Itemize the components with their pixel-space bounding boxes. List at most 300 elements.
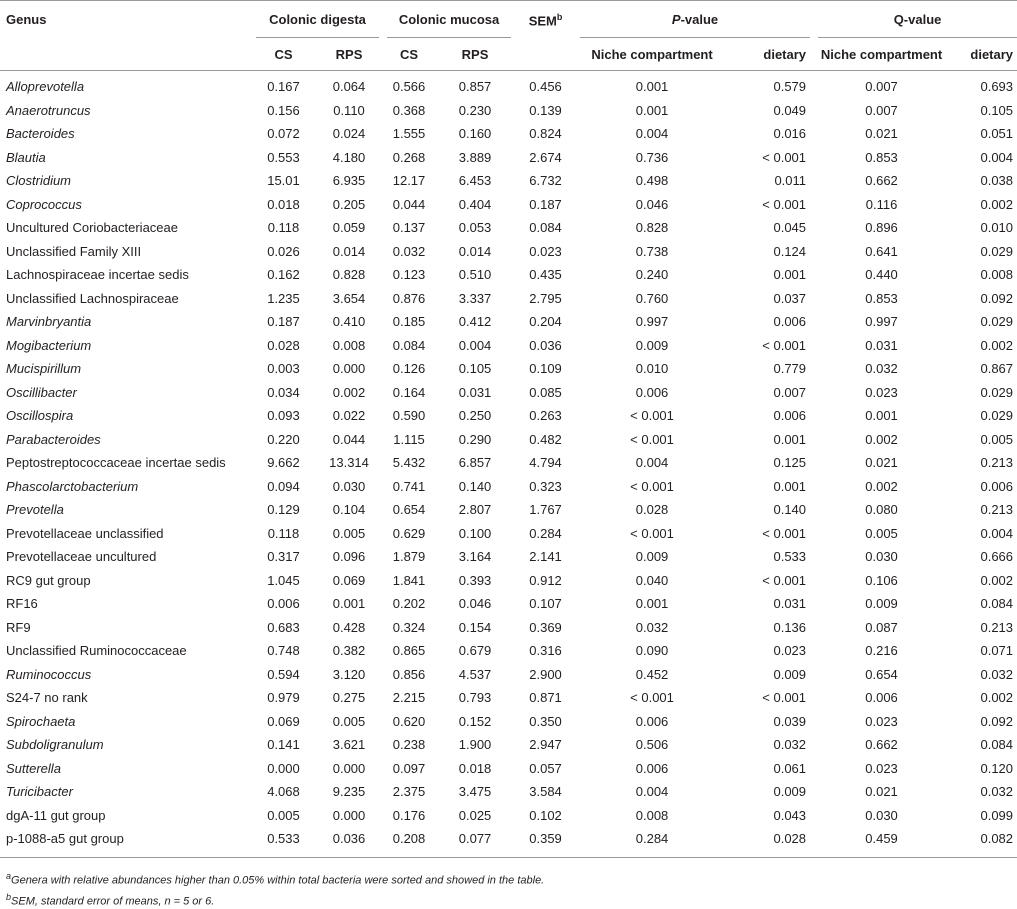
rps-digesta-cell: 6.935 xyxy=(332,173,366,189)
p-dietary-cell: < 0.001 xyxy=(762,149,807,165)
table-row xyxy=(0,522,1017,546)
q-dietary-cell: 0.084 xyxy=(980,596,1014,612)
rps-digesta-cell: 0.030 xyxy=(332,478,366,494)
rps-mucosa-cell: 6.857 xyxy=(458,455,492,471)
p-dietary-cell: 0.061 xyxy=(773,760,807,776)
cs-mucosa-cell: 0.123 xyxy=(392,267,426,283)
rps-mucosa-cell: 0.018 xyxy=(458,760,492,776)
q-niche-cell: 0.021 xyxy=(865,784,898,800)
q-niche-cell: 0.853 xyxy=(865,149,898,165)
p-dietary-cell: 0.140 xyxy=(773,502,807,518)
table-row xyxy=(0,240,1017,264)
cs-mucosa-cell: 0.137 xyxy=(392,220,426,236)
table-row xyxy=(0,780,1017,804)
rps-digesta-cell: 0.410 xyxy=(332,314,366,330)
cs-mucosa-cell: 0.590 xyxy=(392,408,426,424)
q-niche-cell: 0.106 xyxy=(865,572,898,588)
sem-cell: 0.824 xyxy=(529,126,562,142)
footnote-a: $^a$Genera with relative abundances higher than 0.05% within total bacteria were sorted and showed in the table. xyxy=(6,871,545,887)
table-row xyxy=(0,639,1017,663)
rps-mucosa-header: RPS xyxy=(435,38,515,71)
rps-mucosa-cell: 0.793 xyxy=(458,690,492,706)
rps-mucosa-cell: 0.014 xyxy=(458,243,492,259)
table-row xyxy=(0,122,1017,146)
genus-cell: Prevotellaceae uncultured xyxy=(6,549,157,565)
cs-mucosa-cell: 0.268 xyxy=(392,149,426,165)
rps-digesta-cell: 0.005 xyxy=(332,525,366,541)
rps-digesta-cell: 0.002 xyxy=(332,384,366,400)
rps-digesta-cell: 0.205 xyxy=(332,196,366,212)
sem-cell: 0.109 xyxy=(529,361,562,377)
p-value-header: P-value xyxy=(580,2,810,38)
rps-mucosa-cell: 0.140 xyxy=(458,478,492,494)
cs-digesta-cell: 0.553 xyxy=(267,149,300,165)
p-dietary-cell: 0.016 xyxy=(773,126,807,142)
q-niche-header: Niche compartment xyxy=(814,38,949,71)
p-dietary-cell: 0.028 xyxy=(728,827,814,857)
sem-cell: 2.141 xyxy=(529,549,562,565)
q-dietary-cell: 0.693 xyxy=(980,79,1014,95)
cs-mucosa-cell: 0.741 xyxy=(392,478,426,494)
sem-cell: 0.369 xyxy=(529,619,562,635)
sem-cell: 0.456 xyxy=(529,79,562,95)
sem-cell: 0.204 xyxy=(529,314,562,330)
colonic-digesta-header: Colonic digesta xyxy=(256,2,379,38)
cs-mucosa-cell: 2.215 xyxy=(392,690,426,706)
rps-digesta-cell: 4.180 xyxy=(332,149,366,165)
rps-digesta-cell: 0.059 xyxy=(332,220,366,236)
q-niche-cell: 0.009 xyxy=(865,596,898,612)
cs-mucosa-cell: 0.865 xyxy=(392,643,426,659)
q-niche-cell: 0.001 xyxy=(865,408,898,424)
rps-mucosa-cell: 0.004 xyxy=(458,337,492,353)
q-niche-cell: 0.023 xyxy=(865,760,898,776)
cs-digesta-cell: 15.01 xyxy=(267,173,300,189)
rps-digesta-cell: 0.001 xyxy=(332,596,366,612)
cs-digesta-cell: 0.317 xyxy=(267,549,300,565)
q-niche-cell: 0.662 xyxy=(865,737,898,753)
rps-digesta-cell: 0.008 xyxy=(332,337,366,353)
table-row xyxy=(0,310,1017,334)
p-dietary-cell: 0.006 xyxy=(773,408,807,424)
table-row xyxy=(0,404,1017,428)
q-dietary-cell: 0.029 xyxy=(980,408,1014,424)
q-dietary-cell: 0.002 xyxy=(980,196,1014,212)
p-dietary-cell: 0.124 xyxy=(773,243,807,259)
sem-cell: 2.900 xyxy=(529,666,562,682)
rps-mucosa-cell: 0.160 xyxy=(458,126,492,142)
rps-mucosa-cell: 0.393 xyxy=(458,572,492,588)
cs-digesta-cell: 0.129 xyxy=(267,502,300,518)
sem-cell: 0.482 xyxy=(529,431,562,447)
rps-digesta-cell: 3.654 xyxy=(332,290,366,306)
q-dietary-header: dietary xyxy=(949,38,1017,71)
cs-digesta-cell: 0.069 xyxy=(267,713,300,729)
rps-mucosa-cell: 0.154 xyxy=(458,619,492,635)
p-dietary-cell: < 0.001 xyxy=(762,572,807,588)
sem-cell: 0.057 xyxy=(529,760,562,776)
genus-cell: RF9 xyxy=(6,619,31,635)
q-dietary-cell: 0.004 xyxy=(980,525,1014,541)
cs-digesta-cell: 0.167 xyxy=(267,79,300,95)
p-niche-cell: < 0.001 xyxy=(630,431,674,447)
q-dietary-cell: 0.213 xyxy=(980,502,1014,518)
q-niche-cell: 0.021 xyxy=(865,126,898,142)
table-row xyxy=(0,263,1017,287)
cs-digesta-cell: 0.000 xyxy=(267,760,300,776)
genus-cell: Turicibacter xyxy=(6,784,73,800)
p-dietary-cell: 0.045 xyxy=(773,220,807,236)
p-niche-cell: < 0.001 xyxy=(630,525,674,541)
sem-cell: 0.350 xyxy=(529,713,562,729)
q-dietary-cell: 0.005 xyxy=(980,431,1014,447)
genus-header: Genus xyxy=(0,1,252,71)
rps-mucosa-cell: 0.077 xyxy=(435,827,515,857)
p-niche-header: Niche compartment xyxy=(576,38,728,71)
rps-mucosa-cell: 0.100 xyxy=(458,525,492,541)
p-dietary-cell: 0.533 xyxy=(773,549,807,565)
genus-cell: Alloprevotella xyxy=(6,79,85,95)
p-niche-cell: 0.997 xyxy=(635,314,669,330)
genus-cell: Oscillospira xyxy=(6,408,74,424)
cs-mucosa-cell: 0.084 xyxy=(392,337,426,353)
genus-cell: Lachnospiraceae incertae sedis xyxy=(6,267,189,283)
cs-mucosa-cell: 0.164 xyxy=(392,384,426,400)
table-row xyxy=(0,592,1017,616)
p-niche-cell: 0.009 xyxy=(635,549,669,565)
table-row xyxy=(0,757,1017,781)
cs-mucosa-cell: 0.238 xyxy=(392,737,426,753)
p-dietary-cell: 0.031 xyxy=(773,596,807,612)
q-niche-cell: 0.116 xyxy=(865,196,898,212)
p-dietary-header: dietary xyxy=(728,38,814,71)
p-niche-cell: 0.240 xyxy=(635,267,669,283)
p-niche-cell: 0.738 xyxy=(635,243,669,259)
q-value-header: Q-value xyxy=(818,2,1017,38)
q-dietary-cell: 0.006 xyxy=(980,478,1014,494)
sem-cell: 0.023 xyxy=(529,243,562,259)
p-niche-cell: 0.498 xyxy=(635,173,669,189)
cs-mucosa-cell: 0.032 xyxy=(392,243,426,259)
cs-digesta-cell: 0.162 xyxy=(267,267,300,283)
p-dietary-cell: < 0.001 xyxy=(762,196,807,212)
cs-mucosa-cell: 1.879 xyxy=(392,549,426,565)
sem-cell: 2.674 xyxy=(529,149,562,165)
table-row xyxy=(0,663,1017,687)
cs-digesta-cell: 1.045 xyxy=(267,572,300,588)
p-niche-cell: 0.008 xyxy=(635,807,669,823)
q-niche-cell: 0.006 xyxy=(865,690,898,706)
table-row xyxy=(0,804,1017,828)
p-niche-cell: 0.010 xyxy=(635,361,669,377)
cs-mucosa-cell: 1.115 xyxy=(393,431,425,447)
rps-digesta-cell: 0.044 xyxy=(332,431,366,447)
q-niche-cell: 0.459 xyxy=(814,827,949,857)
sem-cell: 0.912 xyxy=(529,572,562,588)
table-row xyxy=(0,710,1017,734)
q-niche-cell: 0.216 xyxy=(865,643,898,659)
rps-digesta-cell: 13.314 xyxy=(329,455,369,471)
q-niche-cell: 0.080 xyxy=(865,502,898,518)
q-dietary-cell: 0.092 xyxy=(980,290,1014,306)
genus-cell: Unclassified Lachnospiraceae xyxy=(6,290,179,306)
rps-digesta-cell: 9.235 xyxy=(332,784,366,800)
p-dietary-cell: 0.043 xyxy=(773,807,807,823)
q-niche-cell: 0.641 xyxy=(865,243,898,259)
rps-mucosa-cell: 0.290 xyxy=(458,431,492,447)
sem-cell: 2.795 xyxy=(529,290,562,306)
q-dietary-cell: 0.092 xyxy=(980,713,1014,729)
cs-mucosa-cell: 0.654 xyxy=(392,502,426,518)
p-niche-cell: 0.004 xyxy=(635,455,669,471)
cs-digesta-cell: 0.533 xyxy=(252,827,315,857)
sem-cell: 3.584 xyxy=(529,784,562,800)
cs-digesta-cell: 0.034 xyxy=(267,384,300,400)
cs-digesta-header: CS xyxy=(252,38,315,71)
q-dietary-cell: 0.666 xyxy=(980,549,1014,565)
sem-cell: 0.085 xyxy=(529,384,562,400)
cs-digesta-cell: 0.748 xyxy=(267,643,300,659)
sem-cell: 6.732 xyxy=(529,173,562,189)
p-dietary-cell: 0.007 xyxy=(773,384,807,400)
p-niche-cell: 0.009 xyxy=(635,337,669,353)
sem-cell: 0.359 xyxy=(515,827,576,857)
genus-cell: Blautia xyxy=(6,149,46,165)
sem-cell: 0.139 xyxy=(529,102,562,118)
cs-digesta-cell: 0.028 xyxy=(267,337,300,353)
genus-cell: Sutterella xyxy=(6,760,61,776)
q-niche-cell: 0.032 xyxy=(865,361,898,377)
cs-digesta-cell: 0.094 xyxy=(267,478,300,494)
p-dietary-cell: < 0.001 xyxy=(762,337,807,353)
rps-digesta-cell: 0.382 xyxy=(332,643,366,659)
q-dietary-cell: 0.002 xyxy=(980,337,1014,353)
genus-cell: Uncultured Coriobacteriaceae xyxy=(6,220,178,236)
cs-mucosa-header: CS xyxy=(383,38,435,71)
rps-digesta-cell: 0.022 xyxy=(332,408,366,424)
p-niche-cell: 0.284 xyxy=(576,827,728,857)
table-row xyxy=(0,357,1017,381)
genus-cell: Parabacteroides xyxy=(6,431,101,447)
cs-mucosa-cell: 0.324 xyxy=(392,619,426,635)
table-row xyxy=(0,498,1017,522)
rps-digesta-cell: 0.275 xyxy=(332,690,366,706)
p-dietary-cell: < 0.001 xyxy=(762,690,807,706)
sem-cell: 0.316 xyxy=(529,643,562,659)
q-niche-cell: 0.030 xyxy=(865,549,898,565)
q-niche-cell: 0.007 xyxy=(865,79,898,95)
table-row xyxy=(0,569,1017,593)
genus-cell: Marvinbryantia xyxy=(6,314,92,330)
rps-digesta-cell: 0.104 xyxy=(332,502,366,518)
cs-mucosa-cell: 12.17 xyxy=(392,173,426,189)
p-niche-cell: 0.736 xyxy=(635,149,669,165)
p-dietary-cell: 0.039 xyxy=(773,713,807,729)
table-row xyxy=(0,169,1017,193)
cs-digesta-cell: 0.220 xyxy=(267,431,300,447)
p-niche-cell: 0.001 xyxy=(635,79,669,95)
cs-digesta-cell: 0.118 xyxy=(267,220,300,236)
rps-mucosa-cell: 0.510 xyxy=(458,267,492,283)
cs-digesta-cell: 0.979 xyxy=(267,690,300,706)
cs-mucosa-cell: 0.176 xyxy=(392,807,426,823)
q-niche-cell: 0.087 xyxy=(865,619,898,635)
table-row xyxy=(0,451,1017,475)
cs-mucosa-cell: 0.126 xyxy=(392,361,426,377)
rps-digesta-cell: 0.428 xyxy=(332,619,366,635)
table-row xyxy=(0,827,1017,857)
cs-mucosa-cell: 0.097 xyxy=(392,760,426,776)
sem-cell: 4.794 xyxy=(529,455,562,471)
p-dietary-cell: 0.037 xyxy=(773,290,807,306)
p-niche-cell: 0.004 xyxy=(635,784,669,800)
p-niche-cell: 0.828 xyxy=(635,220,669,236)
genus-cell: Oscillibacter xyxy=(6,384,77,400)
rps-digesta-cell: 0.014 xyxy=(332,243,366,259)
genus-cell: Ruminococcus xyxy=(6,666,92,682)
p-dietary-cell: 0.011 xyxy=(774,173,807,189)
rps-mucosa-cell: 0.025 xyxy=(458,807,492,823)
p-dietary-cell: 0.001 xyxy=(773,431,807,447)
genus-cell: Prevotella xyxy=(6,502,64,518)
cs-digesta-cell: 0.156 xyxy=(267,102,300,118)
p-dietary-cell: 0.006 xyxy=(773,314,807,330)
q-dietary-cell: 0.084 xyxy=(980,737,1014,753)
q-niche-cell: 0.002 xyxy=(865,478,898,494)
rps-mucosa-cell: 0.046 xyxy=(458,596,492,612)
cs-digesta-cell: 0.006 xyxy=(267,596,300,612)
genus-cell: p-1088-a5 gut group xyxy=(0,827,252,857)
genus-cell: Subdoligranulum xyxy=(6,737,104,753)
rps-digesta-cell: 3.120 xyxy=(332,666,366,682)
genus-cell: Bacteroides xyxy=(6,126,75,142)
cs-mucosa-cell: 0.044 xyxy=(392,196,426,212)
q-dietary-cell: 0.029 xyxy=(980,243,1014,259)
genus-cell: S24-7 no rank xyxy=(6,690,88,706)
q-dietary-cell: 0.213 xyxy=(980,455,1014,471)
q-dietary-cell: 0.120 xyxy=(980,760,1014,776)
genus-cell: dgA-11 gut group xyxy=(6,807,106,823)
rps-digesta-header: RPS xyxy=(315,38,383,71)
p-niche-cell: 0.001 xyxy=(635,596,669,612)
rps-mucosa-cell: 0.412 xyxy=(458,314,492,330)
q-dietary-cell: 0.004 xyxy=(980,149,1014,165)
p-dietary-cell: 0.136 xyxy=(773,619,807,635)
rps-digesta-cell: 0.000 xyxy=(332,807,366,823)
q-dietary-cell: 0.029 xyxy=(980,384,1014,400)
sem-cell: 0.284 xyxy=(529,525,562,541)
cs-mucosa-cell: 0.856 xyxy=(392,666,426,682)
q-niche-cell: 0.023 xyxy=(865,384,898,400)
q-niche-cell: 0.021 xyxy=(865,455,898,471)
genus-cell: Peptostreptococcaceae incertae sedis xyxy=(6,455,226,471)
rps-mucosa-cell: 0.152 xyxy=(458,713,492,729)
cs-mucosa-cell: 0.185 xyxy=(392,314,426,330)
p-dietary-cell: 0.779 xyxy=(773,361,807,377)
cs-digesta-cell: 9.662 xyxy=(267,455,300,471)
table-body xyxy=(0,71,1017,858)
p-niche-cell: 0.760 xyxy=(635,290,669,306)
genus-cell: Prevotellaceae unclassified xyxy=(6,525,164,541)
rps-digesta-cell: 0.110 xyxy=(333,102,365,118)
q-dietary-cell: 0.032 xyxy=(980,784,1014,800)
q-niche-cell: 0.440 xyxy=(865,267,898,283)
table-row xyxy=(0,545,1017,569)
genus-cell: Mogibacterium xyxy=(6,337,92,353)
rps-mucosa-cell: 3.889 xyxy=(458,149,492,165)
q-dietary-cell: 0.010 xyxy=(980,220,1014,236)
q-niche-cell: 0.654 xyxy=(865,666,898,682)
p-dietary-cell: 0.579 xyxy=(773,79,807,95)
cs-mucosa-cell: 0.620 xyxy=(392,713,426,729)
p-niche-cell: 0.006 xyxy=(635,760,669,776)
rps-mucosa-cell: 1.900 xyxy=(458,737,492,753)
genus-cell: Spirochaeta xyxy=(6,713,76,729)
rps-mucosa-cell: 0.031 xyxy=(458,384,492,400)
q-dietary-cell: 0.213 xyxy=(980,619,1014,635)
q-niche-cell: 0.005 xyxy=(865,525,898,541)
sem-cell: 2.947 xyxy=(529,737,562,753)
table-row xyxy=(0,686,1017,710)
cs-digesta-cell: 0.018 xyxy=(267,196,300,212)
genus-cell: Coprococcus xyxy=(6,196,82,212)
table-row xyxy=(0,733,1017,757)
p-niche-cell: 0.006 xyxy=(635,713,669,729)
genus-cell: Phascolarctobacterium xyxy=(6,478,139,494)
rps-mucosa-cell: 3.475 xyxy=(458,784,492,800)
q-dietary-cell: 0.071 xyxy=(980,643,1014,659)
cs-mucosa-cell: 0.876 xyxy=(392,290,426,306)
table-row xyxy=(0,99,1017,123)
p-niche-cell: 0.046 xyxy=(635,196,669,212)
q-niche-cell: 0.997 xyxy=(865,314,898,330)
rps-mucosa-cell: 3.164 xyxy=(458,549,492,565)
q-dietary-cell: 0.008 xyxy=(980,267,1014,283)
p-dietary-cell: 0.023 xyxy=(773,643,807,659)
sem-header: SEM$^b$ xyxy=(515,1,576,71)
cs-digesta-cell: 0.026 xyxy=(267,243,300,259)
genus-cell: Clostridium xyxy=(6,173,72,189)
p-niche-cell: 0.040 xyxy=(635,572,669,588)
p-niche-cell: < 0.001 xyxy=(630,690,674,706)
p-dietary-cell: 0.032 xyxy=(773,737,807,753)
genus-cell: Unclassified Family XIII xyxy=(6,243,142,259)
sem-cell: 0.084 xyxy=(529,220,562,236)
rps-digesta-cell: 0.005 xyxy=(332,713,366,729)
rps-mucosa-cell: 0.230 xyxy=(458,102,492,118)
p-dietary-cell: < 0.001 xyxy=(762,525,807,541)
q-niche-cell: 0.662 xyxy=(865,173,898,189)
cs-digesta-cell: 1.235 xyxy=(267,290,300,306)
cs-digesta-cell: 0.003 xyxy=(267,361,300,377)
q-dietary-cell: 0.105 xyxy=(980,102,1014,118)
q-niche-cell: 0.031 xyxy=(865,337,898,353)
q-dietary-cell: 0.038 xyxy=(980,173,1014,189)
rps-digesta-cell: 3.621 xyxy=(332,737,366,753)
cs-digesta-cell: 0.683 xyxy=(267,619,300,635)
rps-mucosa-cell: 0.250 xyxy=(458,408,492,424)
sem-cell: 1.767 xyxy=(529,502,562,518)
p-dietary-cell: 0.125 xyxy=(773,455,807,471)
p-niche-cell: 0.028 xyxy=(635,502,669,518)
q-dietary-cell: 0.051 xyxy=(980,126,1014,142)
p-dietary-cell: 0.001 xyxy=(773,478,807,494)
sem-cell: 0.107 xyxy=(529,596,562,612)
p-niche-cell: 0.506 xyxy=(635,737,669,753)
q-niche-cell: 0.896 xyxy=(865,220,898,236)
p-dietary-cell: 0.009 xyxy=(773,666,807,682)
sem-cell: 0.187 xyxy=(529,196,562,212)
